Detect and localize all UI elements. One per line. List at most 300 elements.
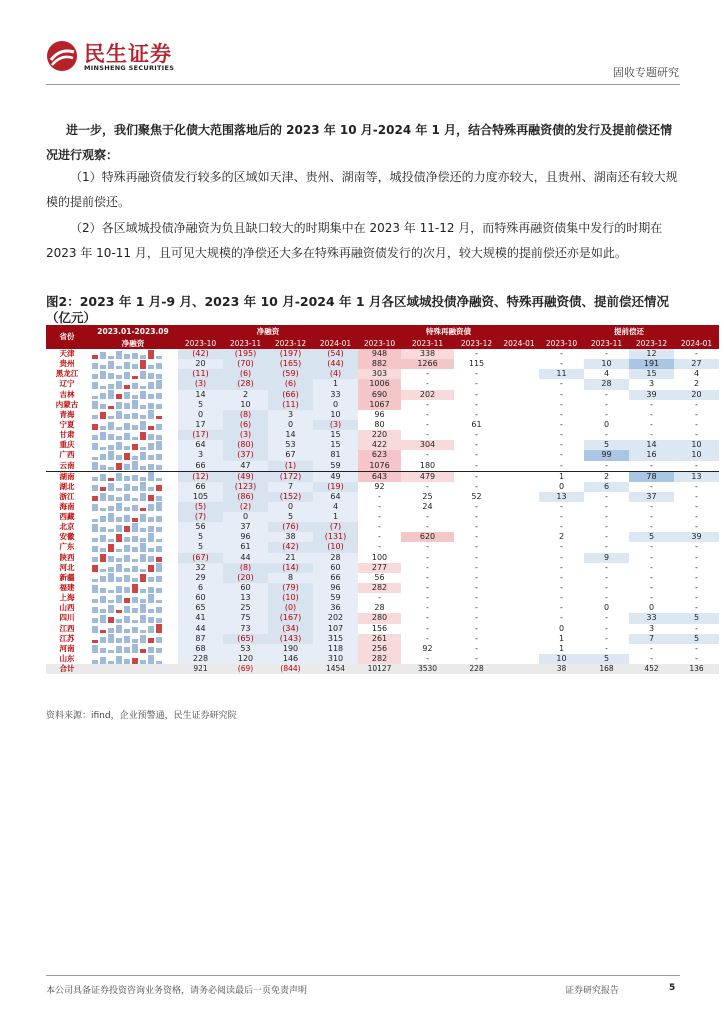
province-cell: 广东 — [59, 542, 75, 552]
table-cell: 3 — [648, 623, 655, 633]
table-cell: - — [475, 501, 478, 511]
header-special-month: 2023-11 — [401, 339, 454, 349]
table-cell: - — [378, 542, 381, 552]
table-cell: 0 — [313, 400, 358, 410]
sparkline-bar — [132, 505, 138, 511]
table-cell: - — [695, 481, 698, 491]
footer-report-type: 证券研究报告 — [565, 986, 620, 996]
table-cell: 310 — [313, 654, 358, 664]
sparkline-bars — [92, 644, 174, 653]
sparkline-bar — [100, 393, 106, 399]
sparkline-cell — [88, 359, 178, 369]
table-cell: (42) — [268, 542, 313, 552]
table-cell: 56 — [374, 572, 385, 582]
table-cell: - — [605, 532, 608, 542]
sparkline-bar — [124, 423, 130, 430]
table-cell: 44 — [223, 553, 268, 563]
table-cell: - — [605, 542, 608, 552]
sparkline-bar — [124, 537, 130, 542]
sparkline-bars — [92, 492, 174, 501]
table-cell: (76) — [268, 522, 313, 532]
table-cell: (7) — [313, 522, 358, 532]
table-cell — [499, 492, 539, 502]
sparkline-bar — [140, 649, 146, 653]
sparkline-bar — [108, 478, 114, 481]
table-cell: 28 — [584, 379, 629, 389]
sparkline-bar — [124, 659, 130, 664]
table-cell: - — [560, 359, 563, 369]
table-cell: 1 — [313, 379, 358, 389]
table-cell: - — [475, 450, 478, 460]
table-cell: - — [695, 643, 698, 653]
table-cell: - — [475, 603, 478, 613]
sparkline-bar — [116, 455, 122, 460]
province-cell: 广西 — [59, 450, 75, 460]
province-cell: 福建 — [59, 583, 75, 593]
table-row — [46, 603, 719, 613]
table-cell: - — [475, 562, 478, 572]
table-cell: 28 — [374, 603, 385, 613]
table-cell: - — [695, 593, 698, 603]
table-cell: - — [560, 450, 563, 460]
table-row — [46, 379, 719, 389]
table-cell: - — [605, 512, 608, 522]
sparkline-cell — [88, 613, 178, 623]
table-cell: 120 — [223, 654, 268, 664]
table-cell: 921 — [178, 664, 223, 674]
table-cell: - — [560, 349, 563, 359]
table-cell: - — [605, 409, 608, 419]
table-cell: - — [560, 542, 563, 552]
sparkline-bar — [132, 644, 138, 653]
sparkline-bar — [132, 597, 138, 603]
table-cell: - — [695, 552, 698, 562]
sparkline-bars — [92, 472, 174, 481]
sparkline-cell — [88, 471, 178, 482]
table-cell: - — [560, 583, 563, 593]
paragraph-point-1: （1）特殊再融资债发行较多的区域如天津、贵州、湖南等，城投债净偿还的力度亦较大，且贵州、湖南还有较大规模的提前偿还。 — [46, 170, 678, 209]
sparkline-bar — [116, 497, 122, 501]
table-cell: - — [426, 572, 429, 582]
table-cell — [499, 553, 539, 563]
table-cell: 5 — [178, 532, 223, 542]
sparkline-bar — [140, 466, 146, 470]
sparkline-bar — [108, 617, 114, 623]
sparkline-bar — [108, 567, 114, 572]
table-cell: - — [560, 501, 563, 511]
sparkline-bar — [124, 494, 130, 501]
table-cell: - — [605, 460, 608, 470]
sparkline-cell — [88, 430, 178, 440]
table-cell: - — [475, 593, 478, 603]
sparkline-bars — [92, 523, 174, 532]
table-cell: 64 — [313, 492, 358, 502]
table-cell: 61 — [223, 542, 268, 552]
sparkline-bar — [108, 361, 114, 369]
table-cell: 66 — [178, 482, 223, 492]
table-row — [46, 624, 719, 634]
table-cell: 4 — [603, 369, 610, 379]
table-cell: (143) — [268, 634, 313, 644]
sparkline-bar — [124, 433, 130, 440]
sparkline-bar — [92, 645, 98, 653]
sparkline-bar — [148, 556, 154, 562]
sparkline-bar — [116, 436, 122, 440]
sparkline-bar — [116, 402, 122, 409]
table-cell: (67) — [178, 553, 223, 563]
table-cell: 56 — [178, 522, 223, 532]
sparkline-cell — [88, 492, 178, 502]
table-cell: - — [695, 349, 698, 359]
table-cell: (37) — [223, 450, 268, 460]
sparkline-bar — [108, 544, 114, 552]
table-row — [46, 349, 719, 359]
sparkline-bar — [92, 585, 98, 593]
table-cell: 65 — [178, 603, 223, 613]
table-cell: - — [650, 562, 653, 572]
sparkline-bar — [108, 356, 114, 359]
table-cell: (6) — [268, 379, 313, 389]
table-cell: 1076 — [358, 461, 401, 472]
table-cell: - — [605, 522, 608, 532]
province-cell: 云南 — [59, 460, 75, 470]
table-cell: 3 — [648, 379, 655, 389]
sparkline-bar — [124, 587, 130, 593]
table-cell: - — [426, 379, 429, 389]
sparkline-bar — [116, 442, 122, 450]
page-number: 5 — [669, 983, 676, 993]
table-cell — [499, 603, 539, 613]
table-cell: (844) — [268, 664, 313, 674]
sparkline-bar — [116, 610, 122, 613]
province-cell: 上海 — [59, 593, 75, 603]
table-cell: (123) — [223, 482, 268, 492]
sparkline-bar — [100, 404, 106, 409]
sparkline-bars — [92, 451, 174, 460]
sparkline-bar — [156, 356, 162, 359]
table-cell — [499, 471, 539, 482]
sparkline-bar — [108, 506, 114, 511]
table-cell: 37 — [223, 522, 268, 532]
table-cell: 13 — [539, 492, 584, 502]
sparkline-bar — [124, 507, 130, 511]
sparkline-bar — [124, 385, 130, 389]
table-cell: 39 — [629, 390, 674, 400]
sparkline-bar — [132, 578, 138, 582]
table-cell: (165) — [268, 359, 313, 369]
sparkline-bars — [92, 482, 174, 491]
sparkline-bar — [92, 618, 98, 623]
table-cell: 2 — [223, 390, 268, 400]
header-prepay-month: 2023-10 — [539, 339, 584, 349]
table-cell: (3) — [178, 379, 223, 389]
table-cell: - — [475, 369, 478, 379]
sparkline-bar — [148, 403, 154, 409]
table-cell — [499, 410, 539, 420]
sparkline-bars — [92, 441, 174, 450]
sparkline-bar — [148, 533, 154, 542]
table-cell: - — [650, 460, 653, 470]
sparkline-bar — [108, 590, 114, 593]
table-cell: - — [426, 583, 429, 593]
table-cell: - — [695, 491, 698, 501]
paragraph-intro: 进一步，我们聚焦于化债大范围落地后的 2023 年 10 月-2024 年 1 月，结合特殊再融资债的发行及提前偿还情况进行观察： — [46, 123, 673, 162]
sparkline-bar — [132, 444, 138, 450]
table-row — [46, 359, 719, 369]
province-cell: 新疆 — [59, 572, 75, 582]
sparkline-bar — [100, 554, 106, 562]
sparkline-bar — [108, 529, 114, 532]
table-cell: 29 — [178, 573, 223, 583]
table-cell: 52 — [471, 491, 482, 501]
sparkline-bars — [92, 604, 174, 613]
sparkline-bar — [100, 352, 106, 359]
table-cell: 96 — [313, 583, 358, 593]
table-cell: - — [560, 552, 563, 562]
table-cell: - — [560, 460, 563, 470]
sparkline-bar — [140, 371, 146, 379]
table-cell: 21 — [268, 553, 313, 563]
table-cell: (5) — [178, 502, 223, 512]
table-cell: 5 — [584, 654, 629, 664]
table-cell: 64 — [178, 440, 223, 450]
table-cell: 2 — [558, 532, 565, 542]
table-cell: - — [475, 399, 478, 409]
sparkline-bars — [92, 502, 174, 511]
province-cell: 海南 — [59, 501, 75, 511]
sparkline-bars — [92, 584, 174, 593]
province-cell: 贵州 — [59, 359, 75, 369]
sparkline-bar — [132, 547, 138, 552]
sparkline-bar — [116, 549, 122, 552]
table-cell: 282 — [358, 583, 401, 593]
sparkline-bar — [100, 412, 106, 419]
sparkline-bar — [92, 524, 98, 532]
table-cell: (131) — [313, 532, 358, 542]
sparkline-cell — [88, 603, 178, 613]
sparkline-bar — [100, 493, 106, 501]
table-cell: - — [426, 654, 429, 663]
sparkline-bar — [100, 576, 106, 582]
province-cell: 青海 — [59, 409, 75, 419]
sparkline-bars — [92, 655, 174, 664]
table-cell: 690 — [358, 390, 401, 400]
table-cell: - — [650, 430, 653, 440]
table-cell: - — [650, 583, 653, 593]
sparkline-bar — [92, 477, 98, 481]
table-cell: - — [378, 522, 381, 532]
sparkline-bar — [108, 451, 114, 460]
header-net-month: 2023-10 — [178, 339, 223, 349]
sparkline-bar — [116, 381, 122, 389]
table-cell — [499, 583, 539, 593]
table-cell: 107 — [313, 624, 358, 634]
sparkline-bar — [156, 637, 162, 643]
table-cell: 15 — [629, 369, 674, 379]
table-cell: - — [605, 633, 608, 643]
table-row — [46, 532, 719, 542]
table-cell: - — [475, 460, 478, 470]
sparkline-bar — [100, 615, 106, 623]
table-cell: 9 — [584, 553, 629, 563]
table-cell: 14 — [178, 390, 223, 400]
table-cell: 5 — [268, 512, 313, 522]
sparkline-bar — [100, 508, 106, 511]
sparkline-bar — [148, 655, 154, 664]
table-cell: 33 — [313, 390, 358, 400]
sparkline-bar — [156, 618, 162, 623]
table-cell: - — [426, 633, 429, 643]
table-cell: 277 — [358, 563, 401, 573]
table-cell: 5 — [178, 400, 223, 410]
sparkline-bar — [148, 638, 154, 643]
table-cell: - — [475, 349, 478, 359]
table-cell: 948 — [358, 349, 401, 359]
table-cell: 228 — [454, 664, 499, 674]
sparkline-bars — [92, 634, 174, 643]
province-cell: 重庆 — [59, 440, 75, 450]
table-row — [46, 430, 719, 440]
table-cell: 14 — [268, 430, 313, 440]
province-cell: 合计 — [46, 664, 88, 674]
table-cell: 12 — [629, 349, 674, 359]
sparkline-cell — [88, 654, 178, 664]
sparkline-cell — [88, 522, 178, 532]
sparkline-cell — [88, 532, 178, 542]
sparkline-bar — [124, 446, 130, 450]
sparkline-bar — [156, 588, 162, 593]
sparkline-bar — [140, 477, 146, 481]
sparkline-bar — [156, 600, 162, 603]
table-cell: 41 — [178, 613, 223, 623]
table-cell: - — [426, 562, 429, 572]
table-cell: 202 — [313, 613, 358, 623]
table-cell: 220 — [358, 430, 401, 440]
sparkline-bar — [140, 604, 146, 613]
table-cell: 1266 — [401, 359, 454, 369]
table-cell: 0 — [178, 410, 223, 420]
sparkline-bar — [116, 577, 122, 582]
table-cell: - — [475, 623, 478, 633]
sparkline-bar — [140, 482, 146, 491]
table-cell: (8) — [223, 563, 268, 573]
sparkline-bar — [124, 636, 130, 643]
sparkline-bar — [132, 486, 138, 491]
table-row — [46, 420, 719, 430]
sparkline-bar — [132, 425, 138, 430]
province-cell: 辽宁 — [59, 379, 75, 389]
sparkline-bar — [148, 365, 154, 369]
table-cell: 92 — [422, 643, 433, 653]
table-cell: - — [605, 613, 608, 623]
sparkline-cell — [88, 624, 178, 634]
table-cell: - — [560, 389, 563, 399]
table-row — [46, 410, 719, 420]
sparkline-bar — [108, 628, 114, 633]
table-cell: 25 — [422, 491, 433, 501]
table-cell: - — [426, 522, 429, 532]
table-cell: - — [426, 593, 429, 603]
table-cell: - — [426, 420, 429, 430]
table-cell: - — [560, 440, 563, 450]
table-cell: - — [695, 603, 698, 613]
table-cell: - — [560, 409, 563, 419]
table-cell: (2) — [223, 502, 268, 512]
table-row — [46, 573, 719, 583]
table-cell: 0 — [648, 603, 655, 613]
table-row — [46, 613, 719, 623]
table-row — [46, 369, 719, 379]
sparkline-bars — [92, 370, 174, 379]
sparkline-bar — [148, 504, 154, 511]
sparkline-bar — [140, 355, 146, 359]
table-cell: 156 — [371, 623, 388, 633]
table-cell: 16 — [629, 450, 674, 460]
table-row — [46, 482, 719, 492]
table-cell: - — [560, 420, 563, 430]
header-spark-sub: 净融资 — [88, 339, 178, 349]
table-cell: (167) — [268, 613, 313, 623]
sparkline-bar — [148, 426, 154, 430]
sparkline-cell — [88, 349, 178, 359]
sparkline-bar — [108, 434, 114, 440]
header-prepay-month: 2024-01 — [674, 339, 719, 349]
sparkline-bar — [100, 630, 106, 633]
table-cell: - — [695, 512, 698, 522]
sparkline-bar — [148, 382, 154, 389]
sparkline-bar — [100, 465, 106, 470]
sparkline-bar — [100, 637, 106, 643]
sparkline-bar — [108, 445, 114, 450]
sparkline-cell — [88, 583, 178, 593]
table-cell: - — [475, 552, 478, 562]
sparkline-bar — [116, 473, 122, 481]
sparkline-bar — [148, 350, 154, 359]
sparkline-bar — [140, 615, 146, 623]
sparkline-bar — [156, 502, 162, 511]
sparkline-bar — [108, 605, 114, 613]
table-cell: 49 — [313, 471, 358, 482]
table-cell: - — [650, 552, 653, 562]
table-cell: 261 — [358, 634, 401, 644]
table-cell: - — [560, 399, 563, 409]
table-cell: 78 — [629, 471, 674, 482]
sparkline-bar — [100, 474, 106, 481]
table-cell: 37 — [629, 492, 674, 502]
sparkline-bar — [116, 351, 122, 359]
table-cell: (172) — [268, 471, 313, 482]
table-cell: 100 — [371, 552, 388, 562]
header-prepay-month: 2023-12 — [629, 339, 674, 349]
sparkline-bar — [156, 404, 162, 409]
table-cell: (197) — [268, 349, 313, 359]
sparkline-bar — [92, 435, 98, 440]
province-cell: 黑龙江 — [55, 369, 79, 379]
sparkline-bar — [140, 574, 146, 582]
table-cell — [499, 634, 539, 644]
sparkline-bar — [124, 647, 130, 653]
sparkline-cell — [88, 553, 178, 563]
table-cell: - — [605, 593, 608, 603]
table-cell: (1) — [268, 461, 313, 472]
table-cell: (6) — [223, 420, 268, 430]
footer-disclaimer: 本公司具备证券投资咨询业务资格，请务必阅读最后一页免责声明 — [46, 986, 308, 996]
table-row — [46, 502, 719, 512]
table-cell: 1454 — [313, 664, 358, 674]
table-cell: (86) — [223, 492, 268, 502]
sparkline-bar — [140, 589, 146, 593]
table-cell: 228 — [178, 654, 223, 664]
